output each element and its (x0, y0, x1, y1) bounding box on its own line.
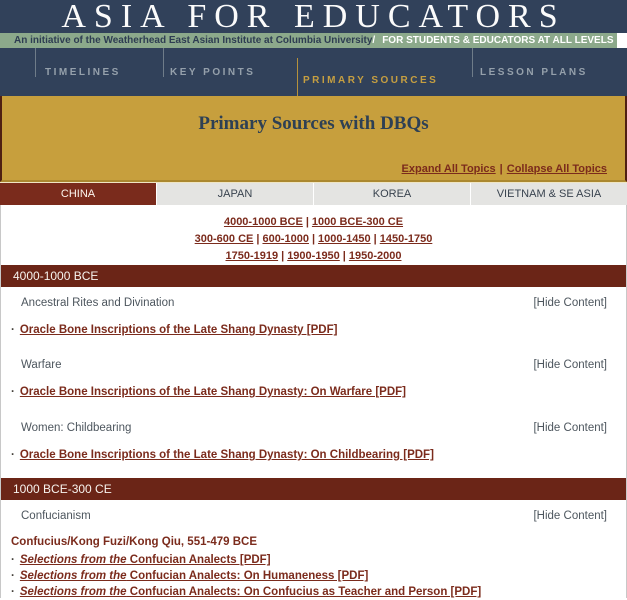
period-separator: | (373, 233, 377, 245)
author-subheading: Confucius/Kong Fuzi/Kong Qiu, 551-479 BCE (11, 536, 257, 548)
period-link-1950-2000[interactable]: 1950-2000 (348, 250, 402, 262)
section-heading-1000bce-300ce: 1000 BCE-300 CE (1, 478, 626, 500)
collapse-all-link[interactable]: Collapse All Topics (506, 163, 607, 175)
expand-collapse-row (402, 163, 607, 175)
tab-china[interactable]: CHINA (0, 183, 156, 205)
period-link-1750-1919[interactable]: 1750-1919 (225, 250, 279, 262)
tagline-initiative: An initiative of the Weatherhead East Asian Institute at Columbia University (14, 35, 373, 46)
masthead (0, 0, 627, 33)
pdf-link-line (11, 553, 616, 567)
period-link-1450-1750[interactable]: 1450-1750 (379, 233, 433, 245)
link-separator: | (499, 163, 503, 175)
tagline-right-group (372, 35, 613, 46)
nav-key-points[interactable]: KEY POINTS (170, 67, 256, 78)
expand-all-link[interactable]: Expand All Topics (401, 163, 496, 175)
tab-korea[interactable]: KOREA (313, 183, 470, 205)
pdf-link-line (11, 386, 616, 399)
nav-divider (35, 48, 36, 77)
period-row (1, 248, 626, 265)
tagline-bar (0, 33, 617, 48)
pdf-link[interactable] (20, 570, 368, 582)
period-link-300-600[interactable]: 300-600 CE (194, 233, 254, 245)
main-nav (0, 48, 627, 96)
pdf-link[interactable] (20, 586, 481, 598)
period-link-1000-1450[interactable]: 1000-1450 (318, 233, 371, 245)
period-separator: | (256, 233, 260, 245)
period-row (1, 231, 626, 248)
topic-title: Ancestral Rites and Divination (21, 297, 175, 309)
period-separator: | (305, 216, 309, 228)
period-links (1, 205, 626, 265)
gold-banner (0, 96, 627, 182)
pdf-link[interactable]: Oracle Bone Inscriptions of the Late Shang Dynasty: On Childbearing [PDF] (19, 449, 434, 461)
region-tabs (0, 182, 627, 205)
pdf-link-line (11, 585, 616, 598)
bullet: · (11, 554, 15, 566)
nav-divider (163, 48, 164, 77)
period-separator: | (342, 250, 346, 262)
nav-lesson-plans[interactable]: LESSON PLANS (480, 67, 588, 78)
period-separator: | (281, 250, 285, 262)
section-heading-4000-1000-bce: 4000-1000 BCE (1, 265, 626, 287)
topic-row (21, 297, 607, 309)
nav-timelines[interactable]: TIMELINES (45, 67, 121, 78)
pdf-link-line (11, 324, 616, 337)
period-row (1, 214, 626, 231)
site-title: ASIA FOR EDUCATORS (61, 0, 566, 33)
bullet: · (11, 386, 15, 398)
content-area (0, 205, 627, 598)
topic-row (21, 359, 607, 371)
topic-title: Confucianism (21, 510, 91, 522)
hide-content-link[interactable]: [Hide Content] (533, 510, 607, 522)
italic-prefix: Selections from the (19, 554, 127, 566)
topic-row (21, 422, 607, 434)
topic-title: Women: Childbearing (21, 422, 132, 434)
italic-prefix: Selections from the (19, 570, 127, 582)
bullet: · (11, 586, 15, 598)
period-link-1000bce-300ce[interactable]: 1000 BCE-300 CE (311, 216, 404, 228)
tagline-audience: FOR STUDENTS & EDUCATORS AT ALL LEVELS (382, 35, 614, 46)
nav-divider-active (297, 58, 298, 96)
pdf-link-stack (1, 553, 626, 598)
bullet: · (11, 570, 15, 582)
pdf-link[interactable]: Oracle Bone Inscriptions of the Late Shang Dynasty: On Warfare [PDF] (19, 386, 407, 398)
link-text: Confucian Analects: On Humaneness [PDF] (126, 570, 369, 582)
pdf-link-line (11, 569, 616, 583)
link-text: Confucian Analects: On Confucius as Teacher and Person [PDF] (126, 586, 482, 598)
link-text: Confucian Analects [PDF] (126, 554, 271, 566)
tagline-separator: / (372, 35, 376, 46)
hide-content-link[interactable]: [Hide Content] (533, 297, 607, 309)
pdf-link[interactable]: Oracle Bone Inscriptions of the Late Shang Dynasty [PDF] (19, 324, 338, 336)
page-title: Primary Sources with DBQs (198, 113, 429, 134)
hide-content-link[interactable]: [Hide Content] (533, 422, 607, 434)
bullet: · (11, 324, 15, 336)
hide-content-link[interactable]: [Hide Content] (533, 359, 607, 371)
pdf-link[interactable] (20, 554, 271, 566)
topic-row (21, 510, 607, 522)
pdf-link-line (11, 449, 616, 462)
period-link-4000-1000-bce[interactable]: 4000-1000 BCE (223, 216, 303, 228)
nav-primary-sources[interactable]: PRIMARY SOURCES (303, 75, 439, 86)
bullet: · (11, 449, 15, 461)
period-link-600-1000[interactable]: 600-1000 (262, 233, 309, 245)
tab-vietnam-se-asia[interactable]: VIETNAM & SE ASIA (470, 183, 627, 205)
period-separator: | (311, 233, 316, 245)
italic-prefix: Selections from the (19, 586, 127, 598)
period-link-1900-1950[interactable]: 1900-1950 (287, 250, 340, 262)
tab-japan[interactable]: JAPAN (156, 183, 313, 205)
nav-divider (472, 48, 473, 77)
topic-title: Warfare (21, 359, 62, 371)
